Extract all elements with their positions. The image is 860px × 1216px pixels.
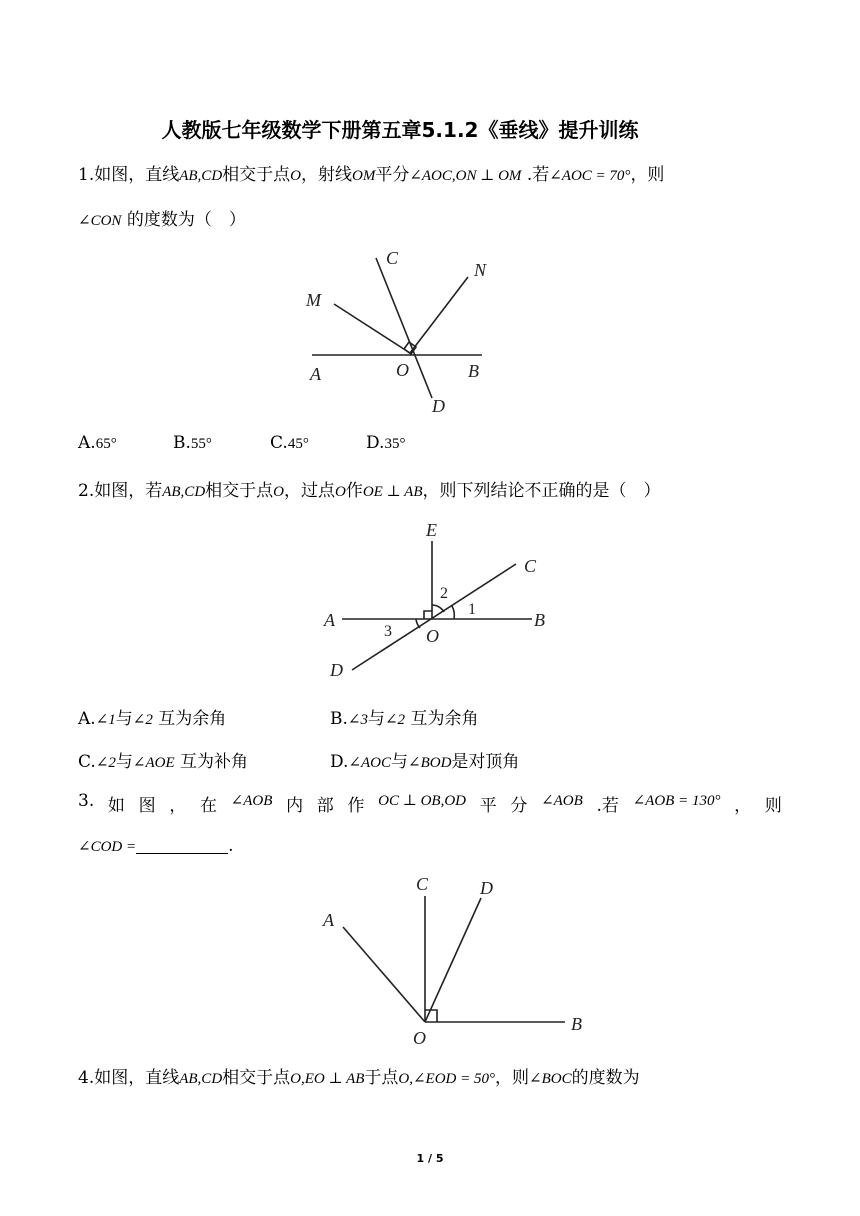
q2-label-b: B — [534, 610, 545, 630]
q1-label-d: D — [432, 396, 445, 416]
q2-label-a: A — [324, 610, 335, 630]
q4-stem: 4.如图，直线AB,CD相交于点O,EO ⊥ AB于点O,∠EOD = 50°，则∠BOC的度数为 — [78, 1068, 640, 1088]
q2-choice-d[interactable]: D.∠AOC与∠BOD是对顶角 — [330, 752, 520, 772]
q3-label-o: O — [413, 1028, 426, 1048]
q1-choice-b[interactable]: B.55° — [173, 433, 212, 453]
q2-arc-angle-3 — [416, 619, 420, 628]
q2-right-angle-mark — [424, 611, 432, 619]
q2-stem: 2.如图，若AB,CD相交于点O，过点O作OE ⊥ AB，则下列结论不正确的是（ ） — [78, 481, 661, 501]
q2-arc-angle-1 — [452, 606, 454, 619]
q3-answer-blank[interactable] — [136, 837, 228, 854]
q2-figure — [320, 518, 560, 683]
page-title: 人教版七年级数学下册第五章5.1.2《垂线》提升训练 — [161, 118, 639, 142]
q3-stem-line2: ∠COD = . — [78, 836, 234, 856]
q3-ray-od — [425, 898, 481, 1022]
page-number: 1 / 5 — [416, 1152, 444, 1165]
q1-label-b: B — [468, 361, 479, 381]
q3-ray-oa — [343, 927, 425, 1022]
q2-label-c: C — [524, 556, 537, 576]
q3-label-c: C — [416, 874, 429, 894]
q2-label-d: D — [330, 660, 343, 680]
q1-choice-d[interactable]: D.35° — [366, 433, 406, 453]
q3-right-angle-mark — [425, 1010, 437, 1022]
q2-label-o: O — [426, 626, 439, 646]
q1-figure — [300, 240, 500, 420]
q3-figure — [315, 870, 605, 1050]
q1-label-a: A — [310, 364, 321, 384]
q2-label-angle-1: 1 — [468, 601, 476, 618]
q3-label-a: A — [323, 910, 334, 930]
q1-label-n: N — [474, 260, 487, 280]
q2-line-cd — [352, 564, 516, 670]
q3-label-b: B — [571, 1014, 582, 1034]
q2-choice-b[interactable]: B.∠3与∠2 互为余角 — [330, 709, 479, 729]
q1-label-c: C — [386, 248, 399, 268]
q1-choice-a[interactable]: A.65° — [78, 433, 117, 453]
q1-ray-om — [334, 304, 410, 353]
q1-ray-on — [410, 277, 468, 353]
q1-stem-line2: ∠CON 的度数为（ ） — [78, 210, 246, 230]
q2-label-angle-3: 3 — [384, 623, 392, 640]
q1-choice-c[interactable]: C.45° — [270, 433, 309, 453]
q2-choice-a[interactable]: A.∠1与∠2 互为余角 — [78, 709, 227, 729]
q3-label-d: D — [480, 878, 493, 898]
q1-label-o: O — [396, 360, 409, 380]
q1-label-m: M — [306, 290, 321, 310]
q2-label-e: E — [426, 520, 437, 540]
q3-stem-line1: 3. 如 图 ， 在 ∠AOB 内 部 作 OC ⊥ OB,OD 平 分 ∠AOB .若 ∠AOB = 130° ， 则 — [78, 791, 782, 816]
q1-stem-line1: 1.如图，直线AB,CD相交于点O，射线OM平分∠AOC,ON ⊥ OM .若∠AOC = 70°，则 — [78, 165, 665, 185]
q2-choice-c[interactable]: C.∠2与∠AOE 互为补角 — [78, 752, 249, 772]
q2-label-angle-2: 2 — [440, 585, 448, 602]
